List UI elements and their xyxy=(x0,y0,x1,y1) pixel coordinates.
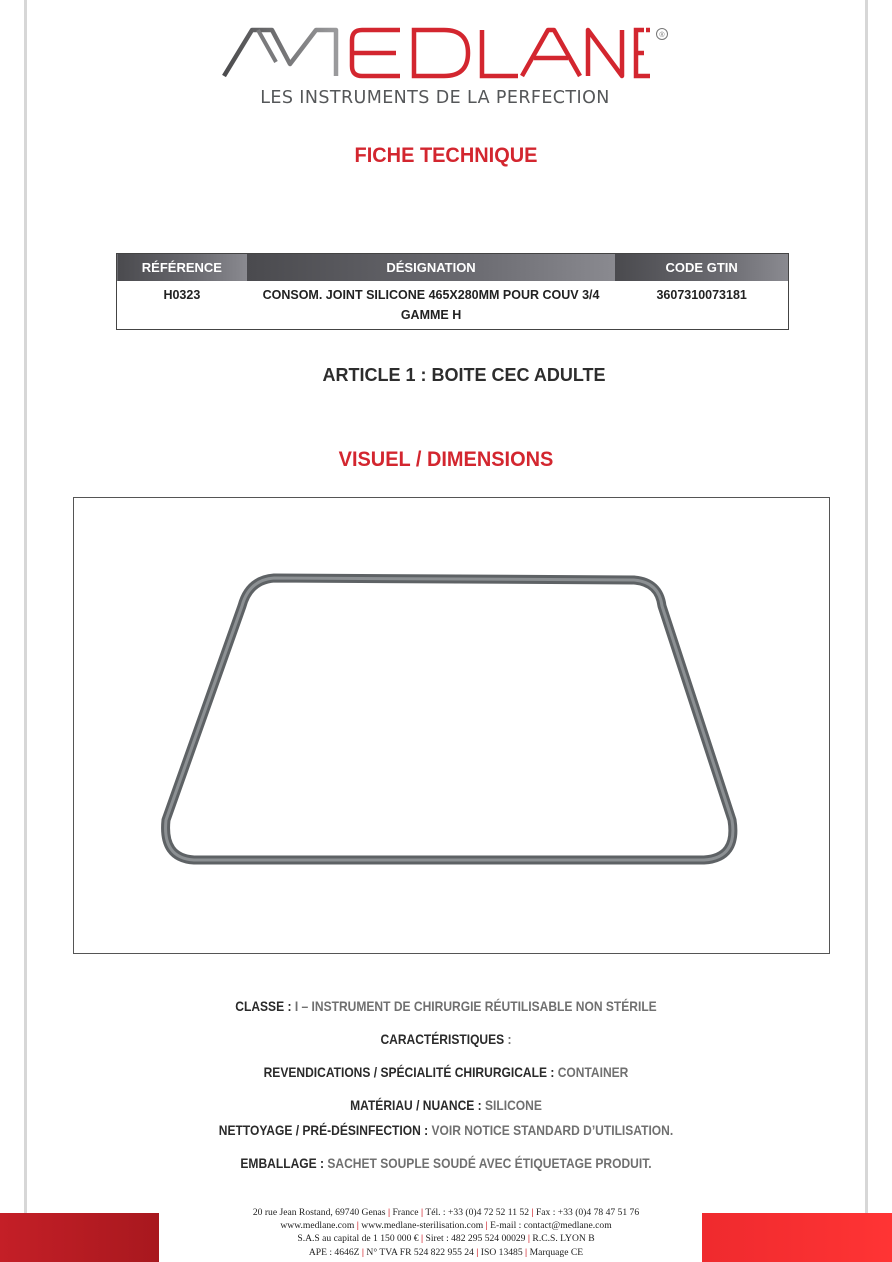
footer-line-legal xyxy=(150,1246,742,1259)
spec-revendications xyxy=(62,1064,829,1080)
materiau-label: MATÉRIAU / NUANCE : xyxy=(350,1097,482,1113)
spec-caracteristiques xyxy=(62,1031,829,1047)
emballage-value: SACHET SOUPLE SOUDÉ AVEC ÉTIQUETAGE PRODUIT. xyxy=(327,1155,652,1171)
header-gtin: CODE GTIN xyxy=(615,254,788,282)
classe-value: I – INSTRUMENT DE CHIRURGIE RÉUTILISABLE NON STÉRILE xyxy=(294,998,657,1014)
footer-line-web xyxy=(150,1219,742,1232)
footer-separator: | xyxy=(531,1207,534,1218)
footer-separator: | xyxy=(476,1246,479,1258)
cell-reference: H0323 xyxy=(163,288,201,302)
visuel-dimensions-title: VISUEL / DIMENSIONS xyxy=(338,448,554,471)
footer-email[interactable]: E-mail : contact@medlane.com xyxy=(490,1220,612,1232)
footer-fax: Fax : +33 (0)4 78 47 51 76 xyxy=(535,1207,640,1218)
reference-table xyxy=(116,253,789,330)
nettoyage-label: NETTOYAGE / PRÉ-DÉSINFECTION : xyxy=(218,1122,429,1138)
footer-website[interactable]: www.medlane.com xyxy=(280,1220,355,1232)
table-header-row xyxy=(117,254,789,282)
footer-separator: | xyxy=(420,1207,424,1218)
article-title: ARTICLE 1 : BOITE CEC ADULTE xyxy=(322,365,606,385)
footer-address: 20 rue Jean Rostand, 69740 Genas xyxy=(252,1207,386,1218)
nettoyage-value: VOIR NOTICE STANDARD D’UTILISATION. xyxy=(431,1122,674,1138)
footer-separator: | xyxy=(525,1246,528,1258)
materiau-value: SILICONE xyxy=(485,1097,542,1113)
header-designation: DÉSIGNATION xyxy=(247,254,616,282)
brand-tagline: LES INSTRUMENTS DE LA PERFECTION xyxy=(260,88,610,108)
footer-separator: | xyxy=(387,1207,391,1218)
spec-emballage xyxy=(62,1155,829,1171)
revendications-value: CONTAINER xyxy=(557,1064,629,1080)
cell-gtin: 3607310073181 xyxy=(656,288,747,302)
caracteristiques-value: : xyxy=(507,1031,512,1047)
footer-website-sterilisation[interactable]: www.medlane-sterilisation.com xyxy=(361,1220,484,1232)
caracteristiques-label: CARACTÉRISTIQUES xyxy=(380,1031,505,1047)
footer-line-company xyxy=(150,1232,742,1245)
product-visual-frame xyxy=(73,497,830,954)
footer-red-bar-left xyxy=(0,1213,159,1262)
footer-line-address xyxy=(150,1206,742,1219)
footer-tva: N° TVA FR 524 822 955 24 xyxy=(366,1246,474,1258)
footer-siret: Siret : 482 295 524 00029 xyxy=(425,1233,526,1245)
cell-designation: CONSOM. JOINT SILICONE 465X280MM POUR COUV 3/4 GAMME H xyxy=(262,288,600,322)
right-border-line xyxy=(865,0,868,1213)
footer-ape: APE : 4646Z xyxy=(308,1246,360,1258)
footer-separator: | xyxy=(527,1233,531,1245)
footer-capital: S.A.S au capital de 1 150 000 € xyxy=(297,1233,419,1245)
emballage-label: EMBALLAGE : xyxy=(240,1155,325,1171)
silicone-gasket-illustration xyxy=(74,498,831,955)
spec-nettoyage xyxy=(62,1122,829,1138)
footer-iso: ISO 13485 xyxy=(480,1246,523,1258)
footer-separator: | xyxy=(356,1220,359,1232)
spec-materiau xyxy=(62,1097,829,1113)
footer-rcs: R.C.S. LYON B xyxy=(532,1233,595,1245)
header-reference: RÉFÉRENCE xyxy=(117,254,247,282)
classe-label: CLASSE : xyxy=(235,998,292,1014)
left-border-line xyxy=(24,0,27,1213)
table-row xyxy=(117,281,789,330)
footer-separator: | xyxy=(361,1246,365,1258)
footer-contact-info xyxy=(150,1206,742,1259)
footer-ce-marking: Marquage CE xyxy=(529,1246,584,1258)
spec-classe xyxy=(62,998,829,1014)
revendications-label: REVENDICATIONS / SPÉCIALITÉ CHIRURGICALE : xyxy=(263,1064,555,1080)
footer-phone: Tél. : +33 (0)4 72 52 11 52 xyxy=(425,1207,529,1218)
registered-mark: ® xyxy=(659,32,665,39)
footer-separator: | xyxy=(421,1233,424,1245)
footer-separator: | xyxy=(485,1220,488,1232)
footer-country: France xyxy=(392,1207,419,1218)
fiche-technique-title: FICHE TECHNIQUE xyxy=(354,144,538,167)
